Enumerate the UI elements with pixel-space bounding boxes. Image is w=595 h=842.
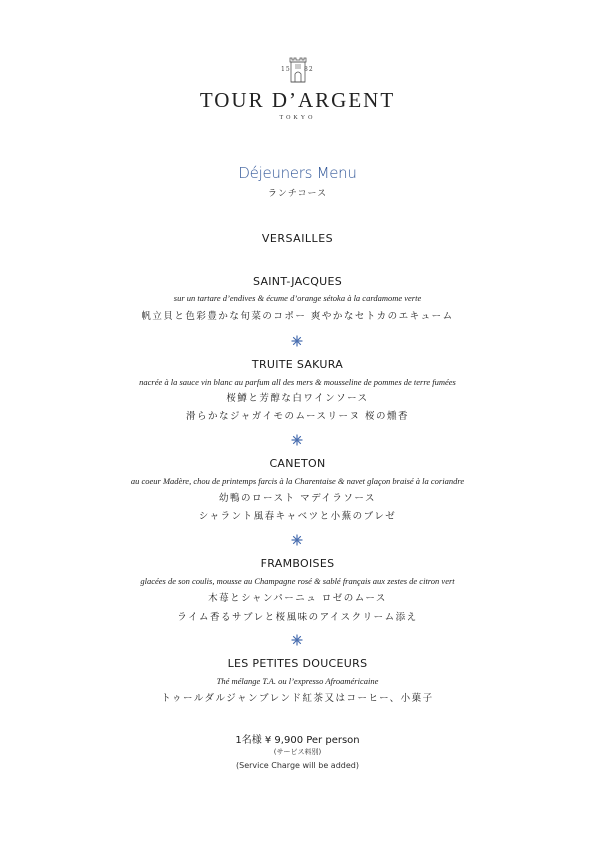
logo-year-left: 15 [281, 66, 291, 73]
menu-title: Déjeuners Menu [238, 164, 357, 182]
price: 1名様 ¥ 9,900 Per person [235, 735, 360, 746]
dish-title: TRUITE SAKURA [251, 358, 344, 371]
brand-name: TOUR D’ARGENT [199, 88, 396, 112]
snowflake-icon [291, 335, 303, 347]
dish-description-fr: au coeur Madère, chou de printemps farcis à la Charentaise & navet glaçon braisé à la coriandre [130, 476, 465, 486]
service-charge-jp: (サービス料別) [273, 748, 322, 756]
dish-description-fr: Thé mélange T.A. ou l’expresso Afroaméricaine [216, 676, 379, 686]
dish-description-jp: 桜鱒と芳醇な白ワインソース [226, 393, 369, 404]
brand-location: TOKYO [279, 115, 316, 121]
menu-subtitle: ランチコース [267, 189, 328, 199]
snowflake-icon [291, 434, 303, 446]
service-charge-note: (Service Charge will be added) [236, 761, 359, 770]
dish-description-fr: sur un tartare d’endives & écume d’orange sétoka à la cardamome verte [173, 293, 422, 303]
dish-description-jp: トゥールダルジャンブレンド紅茶又はコーヒー、小菓子 [161, 693, 434, 704]
dish-description-jp: 帆立貝と色彩豊かな旬菜のコポー 爽やかなセトカのエキューム [141, 311, 454, 322]
dish-title: LES PETITES DOUCEURS [227, 657, 368, 670]
dish-title: FRAMBOISES [260, 557, 335, 570]
course-name: VERSAILLES [261, 232, 334, 245]
dish-description-jp: ライム香るサブレと桜風味のアイスクリーム添え [177, 612, 418, 623]
dish-description-jp: 滑らかなジャガイモのムースリーヌ 桜の燻香 [185, 411, 410, 422]
dish-title: CANETON [269, 457, 326, 470]
logo-year-right: 82 [304, 66, 314, 73]
dish-description-jp: シャラント風春キャベツと小蕪のブレゼ [198, 511, 397, 522]
snowflake-icon [291, 534, 303, 546]
dish-description-jp: 幼鴨のロースト マデイラソース [219, 493, 376, 504]
dish-description-jp: 木苺とシャンパーニュ ロゼのムース [208, 593, 387, 604]
dish-description-fr: nacrée à la sauce vin blanc au parfum all des mers & mousseline de pommes de terre fumées [139, 377, 456, 387]
dish-description-fr: glacées de son coulis, mousse au Champagne rosé & sablé français aux zestes de citron vert [140, 576, 455, 586]
snowflake-icon [291, 634, 303, 646]
dish-title: SAINT-JACQUES [252, 275, 343, 288]
